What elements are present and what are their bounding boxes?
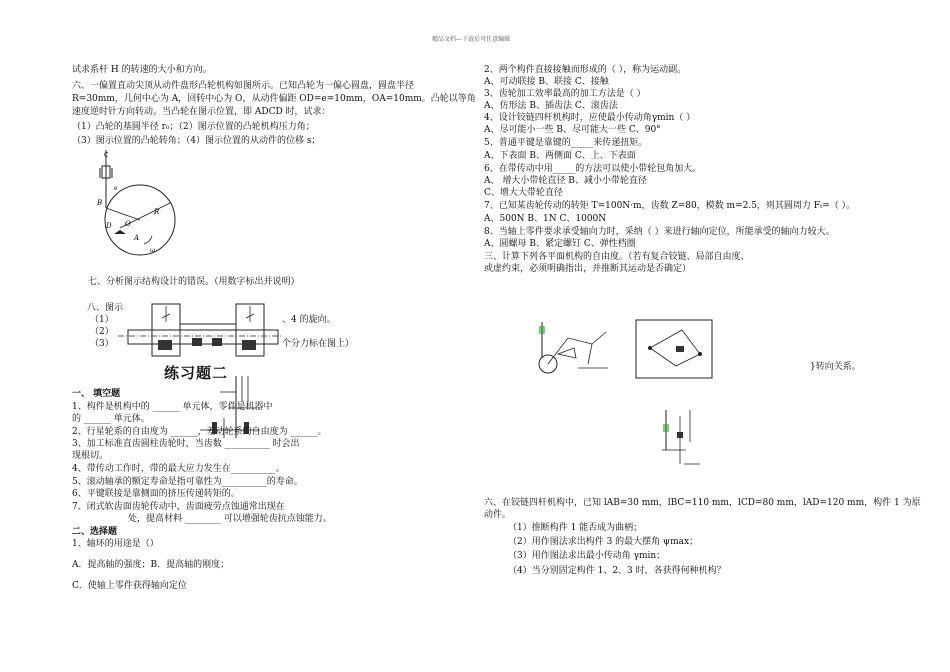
fill-line: 6、平键联接是靠侧面的挤压传递转矩的。 xyxy=(72,489,240,499)
fill-line: 现根切。 xyxy=(72,451,109,461)
fill-line: 3、加工标准直齿圆柱齿轮时，当齿数 __________ 时会出 xyxy=(72,439,300,449)
q6-item: （3）用作图法求出最小传动角 γmin； xyxy=(508,551,666,561)
fill-line: 4、带传动工作时，带的最大应力发生在__________。 xyxy=(72,464,285,474)
fill-line: 5、滚动轴承的额定寿命是指可靠性为__________的寿命。 xyxy=(72,477,303,487)
cam-label-d xyxy=(105,222,112,230)
cam-mechanism-figure xyxy=(90,148,200,263)
text-line: 试求系杆 H 的转速的大小和方向。 xyxy=(72,65,212,75)
fill-line: 1、构件是机构中的 ______ 单元体，零件是机器中 xyxy=(72,402,273,412)
cam-label-omega xyxy=(150,247,155,254)
text-line: 三、计算下列各平面机构的自由度。（若有复合铰链、局部自由度、 xyxy=(484,252,750,262)
side-note: }转向关系。 xyxy=(810,362,861,372)
fill-line: 的 ______ 单元体。 xyxy=(72,414,150,424)
q8-line: （1） xyxy=(90,315,114,325)
fill-line: 2、行星轮系的自由度为 ______，差动轮系的自由度为 ______。 xyxy=(72,427,327,437)
text-line: A、 增大小带轮直径 B、减小小带轮直径 xyxy=(484,176,647,186)
svg-text:D: D xyxy=(106,222,112,230)
text-line: 速度逆时针方向转动。当凸轮在图示位置，即 ADCD 时，试求： xyxy=(72,107,331,117)
svg-text:B: B xyxy=(97,199,103,207)
cam-label-e xyxy=(114,185,118,192)
choice-line: A．提高轴的强度；B．提高轴的刚度； xyxy=(72,560,230,570)
q6-item: （4）当分别固定构件 1、2、3 时，各获得何种机构？ xyxy=(508,566,726,576)
svg-text:R: R xyxy=(154,208,160,216)
choice-heading: 二、选择题 xyxy=(72,527,118,537)
text-line: R=30mm，几何中心为 A，回转中心为 O，从动件偏距 OD=e=10mm，OA=10mm。凸轮以等角 xyxy=(72,94,476,104)
page-header: 精品文档---下载后可任意编辑 xyxy=(432,36,511,43)
text-line: 6、在带传动中用_____的方法可以使小带轮包角加大。 xyxy=(484,164,702,174)
cam-label-b xyxy=(96,199,102,207)
q8-line: 八、图示 xyxy=(87,303,124,313)
svg-text:e: e xyxy=(114,185,118,192)
text-line: A、下表面 B、两侧面 C、上、下表面 xyxy=(484,151,636,161)
choice-line: C．使轴上零件获得轴向定位 xyxy=(72,581,187,591)
text-line: （3）图示位置的凸轮转角；（4）图示位置的从动件的位移 s； xyxy=(72,136,321,146)
text-line: 7、已知某齿轮传动的转矩 T=100N·m，齿数 Z=80，模数 m=2.5，则其圆周力 Fₜ=（ ）。 xyxy=(484,201,856,211)
text-line: 3、齿轮加工效率最高的加工方法是（ ） xyxy=(484,89,646,99)
q8-line: 、4 的旋向。 xyxy=(282,315,336,325)
svg-text:C: C xyxy=(104,152,109,159)
fill-line: 处，提高材料 ________ 可以增强轮齿抗点蚀能力。 xyxy=(128,514,332,524)
shaft-structure-figure xyxy=(118,300,283,362)
text-line: 5、普通平键是靠键的_____来传递扭矩。 xyxy=(484,138,648,148)
text-line: 2、两个构件直接接触而形成的（ ），称为运动副。 xyxy=(484,65,687,75)
mechanism-figure-c xyxy=(656,406,706,468)
mechanism-figure-a xyxy=(528,318,620,378)
text-line: A、500N B、1N C、1000N xyxy=(484,214,607,224)
q6-item: （1）推断构件 1 能否成为曲柄； xyxy=(508,523,643,533)
text-line: A、仿形法 B、插齿法 C、滚齿法 xyxy=(484,101,618,111)
cam-label-r xyxy=(153,208,160,216)
svg-text:A: A xyxy=(134,234,140,242)
exercise-title: 练习题二 xyxy=(164,364,229,382)
question-7: 七、分析图示结构设计的错误。（用数字标出并说明） xyxy=(88,277,300,287)
q6-item: （2）用作图法求出构件 3 的最大摆角 ψmax； xyxy=(508,537,699,547)
text-line: C、增大大带轮直径 xyxy=(484,188,563,198)
svg-text:O: O xyxy=(125,220,131,228)
q6-line: 六、在铰链四杆机构中，已知 lAB=30 mm，lBC=110 mm，lCD=80 mm，lAD=120 mm，构件 1 为原 xyxy=(484,498,921,508)
q6-line: 动件。 xyxy=(484,510,512,520)
fill-line: 7、闭式软齿面齿轮传动中，齿面疲劳点蚀通常出现在 xyxy=(72,502,285,512)
q8-line: 个分力标在图上） xyxy=(282,339,355,349)
q8-line: （3） xyxy=(90,339,114,349)
cam-label-c xyxy=(104,152,109,159)
text-line: （1）凸轮的基圆半径 r₀；（2）图示位置的凸轮机构压力角； xyxy=(72,122,315,132)
cam-label-o xyxy=(125,220,131,228)
text-line: A、圆螺母 B、紧定螺钉 C、弹性档圈 xyxy=(484,239,636,249)
mechanism-figure-b xyxy=(630,316,720,382)
text-line: 4、设计铰链四杆机构时，应使最小传动角γmin（ ） xyxy=(484,113,696,123)
svg-text:ω: ω xyxy=(150,247,155,254)
text-line: 或虚约束，必须明确指出，并推断其运动是否确定） xyxy=(484,264,692,274)
text-line: 六、一偏置直动尖顶从动件盘形凸轮机构如图所示。已知凸轮为一偏心圆盘，圆盘半径 xyxy=(72,81,415,91)
text-line: A、尽可能小一些 B、尽可能大一些 C、90° xyxy=(484,125,661,135)
cam-label-a xyxy=(133,234,139,242)
text-line: 8、当轴上零件要求承受轴向力时，采纳（ ）来进行轴向定位，所能承受的轴向力较大。 xyxy=(484,227,835,237)
q8-line: （2） xyxy=(90,327,114,337)
fill-heading: 一、 填空题 xyxy=(72,389,121,399)
text-line: A、可动联接 B、联接 C、接触 xyxy=(484,77,609,87)
choice-line: 1、轴环的用途是（） xyxy=(72,539,159,549)
